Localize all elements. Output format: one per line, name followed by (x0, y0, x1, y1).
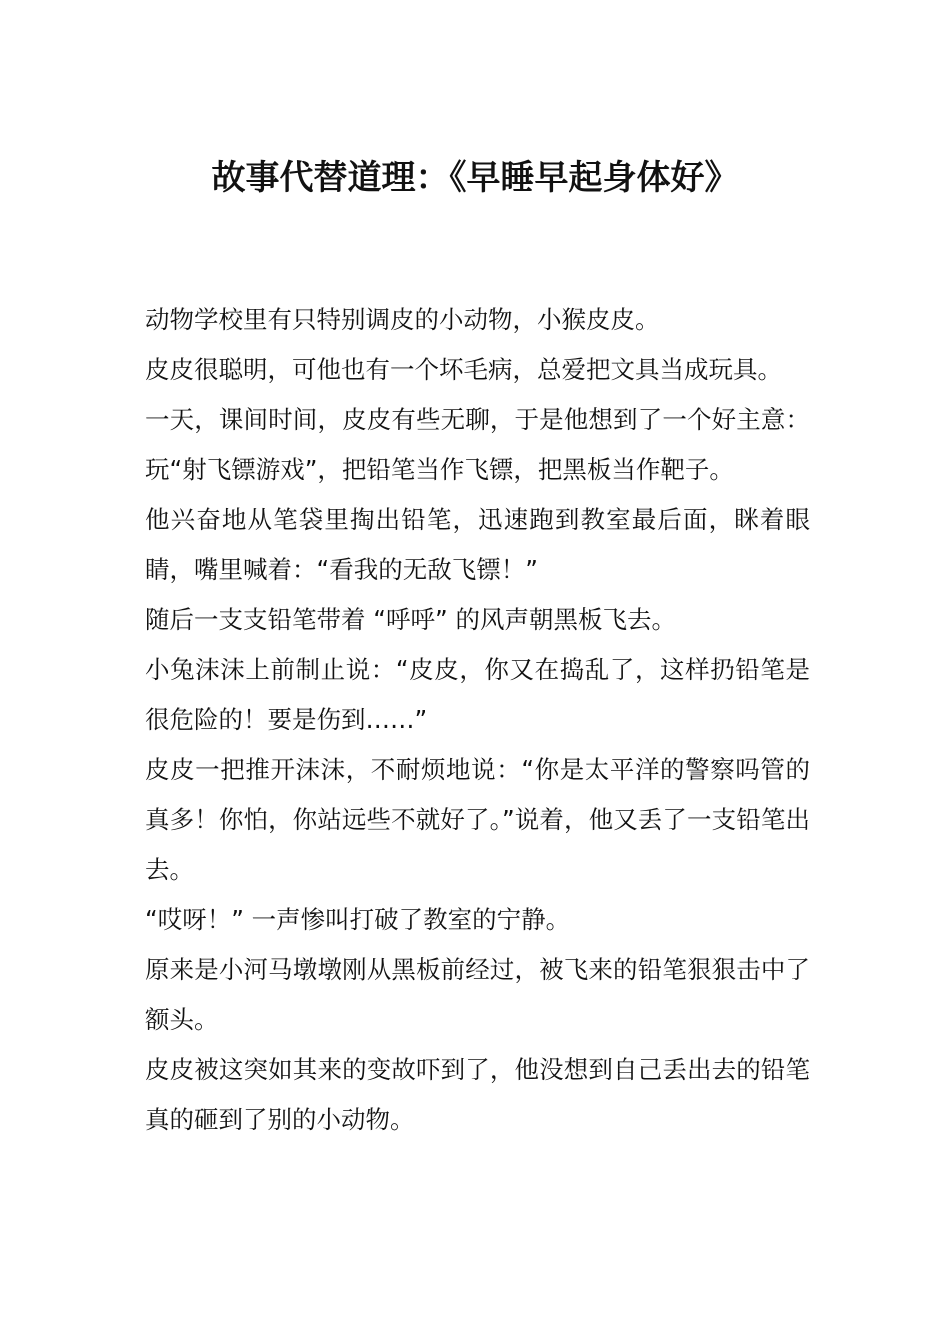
document-body (145, 295, 810, 1145)
paragraph: 小兔沫沫上前制止说：“皮皮，你又在捣乱了，这样扔铅笔是很危险的！要是伤到……” (145, 655, 810, 734)
paragraph: 皮皮被这突如其来的变故吓到了，他没想到自己丢出去的铅笔真的砸到了别的小动物。 (145, 1055, 810, 1134)
paragraph: 随后一支支铅笔带着 “呼呼” 的风声朝黑板飞去。 (145, 605, 676, 634)
document-title: 故事代替道理：《早睡早起身体好》 (211, 158, 739, 198)
paragraph: 他兴奋地从笔袋里掏出铅笔，迅速跑到教室最后面，眯着眼睛，嘴里喊着：“看我的无敌飞镖！” (145, 505, 810, 584)
paragraph: 动物学校里有只特别调皮的小动物，小猴皮皮。 (145, 305, 660, 334)
paragraph: 皮皮很聪明，可他也有一个坏毛病，总爱把文具当成玩具。 (145, 355, 782, 384)
paragraph: “哎呀！” 一声惨叫打破了教室的宁静。 (145, 905, 571, 934)
paragraph: 原来是小河马墩墩刚从黑板前经过，被飞来的铅笔狠狠击中了额头。 (145, 955, 810, 1034)
paragraph: 一天，课间时间，皮皮有些无聊，于是他想到了一个好主意：玩“射飞镖游戏”，把铅笔当作飞镖，把黑板当作靶子。 (145, 405, 810, 484)
paragraph: 皮皮一把推开沫沫，不耐烦地说：“你是太平洋的警察吗管的真多！你怕，你站远些不就好了。”说着，他又丢了一支铅笔出去。 (145, 755, 810, 884)
